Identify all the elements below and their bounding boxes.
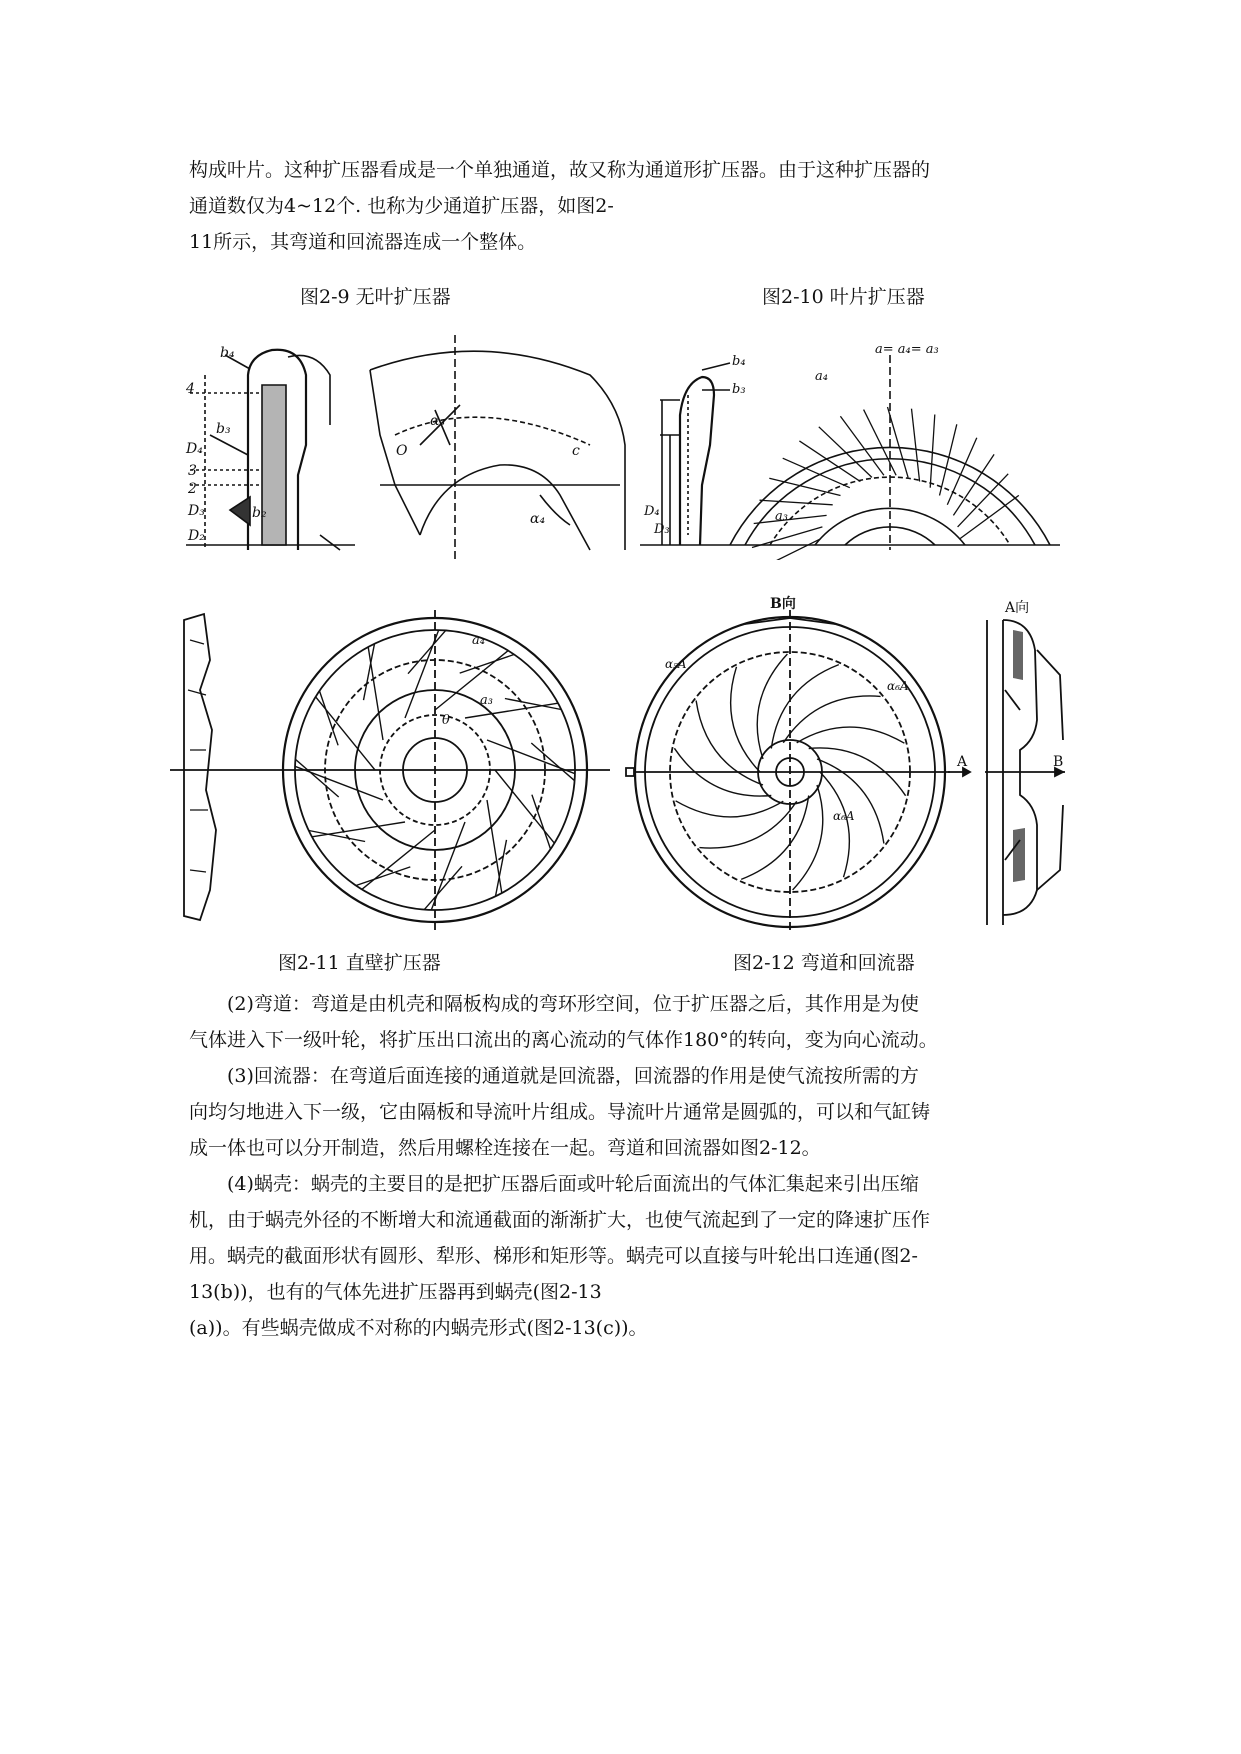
text-line: (3)回流器：在弯道后面连接的通道就是回流器，回流器的作用是使气流按所需的方: [227, 1065, 919, 1087]
text-line: 向均匀地进入下一级，它由隔板和导流叶片组成。导流叶片通常是圆弧的，可以和气缸铸: [189, 1101, 931, 1123]
diffuser-vane: [819, 427, 872, 478]
channel-wall: [368, 647, 383, 740]
paragraph-return-channel: [189, 1058, 1059, 1166]
label-a-equal: a= a₄= a₃: [875, 342, 939, 357]
channel-wall: [408, 630, 446, 673]
label-D4: D₄: [186, 441, 203, 457]
paragraph-volute: [189, 1166, 1059, 1346]
label-b3: b₃: [732, 382, 746, 397]
channel-wall: [460, 655, 514, 674]
diffuser-vane: [799, 441, 860, 482]
diffuser-vane: [760, 500, 833, 505]
label-a4: a₄: [815, 369, 828, 384]
caption-fig-2-9: 图2-9 无叶扩压器: [300, 286, 451, 308]
return-vane: [676, 801, 784, 817]
channel-wall: [531, 743, 574, 781]
label-D4: D₄: [644, 504, 660, 519]
diffuser-vane: [769, 478, 840, 495]
return-vane: [820, 772, 849, 877]
label-D3: D₃: [654, 522, 670, 537]
figure-2-11-straight-wall-diffuser: [170, 600, 610, 930]
channel-wall: [424, 866, 462, 909]
figure-2-9-vaneless-diffuser: [180, 335, 630, 560]
return-vane: [741, 796, 809, 880]
figure-2-10-vaned-diffuser: [640, 335, 1060, 560]
text-line: 11所示，其弯道和回流器连成一个整体。: [189, 231, 537, 253]
label-a3: a₃: [480, 693, 493, 708]
label-3: 3: [188, 463, 197, 479]
label-a: A: [957, 754, 968, 770]
caption-fig-2-10: 图2-10 叶片扩压器: [762, 286, 925, 308]
channel-wall: [320, 691, 339, 745]
diffuser-vane: [930, 415, 935, 488]
return-vane: [797, 727, 905, 743]
label-o: O: [396, 443, 408, 459]
caption-fig-2-12: 图2-12 弯道和回流器: [733, 952, 915, 974]
paragraph-return-bend: [189, 986, 1059, 1058]
intro-paragraph: [189, 152, 1059, 260]
label-b-direction: B向: [770, 596, 796, 612]
text-line: 用。蜗壳的截面形状有圆形、犁形、梯形和矩形等。蜗壳可以直接与叶轮出口连通(图2-: [189, 1245, 918, 1267]
channel-wall: [487, 800, 502, 893]
channel-wall: [295, 759, 338, 797]
diffuser-vane: [755, 539, 821, 560]
return-vane: [783, 696, 880, 743]
return-vane: [699, 801, 796, 848]
channel-wall: [532, 795, 551, 849]
channel-wall: [356, 867, 410, 886]
channel-wall: [312, 822, 405, 837]
label-b3: b₃: [216, 421, 231, 437]
label-a3: a₃: [775, 509, 788, 524]
label-alpha6a-bottom: α₆A: [833, 809, 855, 823]
label-4: 4: [186, 381, 195, 397]
text-line: 气体进入下一级叶轮，将扩压出口流出的离心流动的气体作180°的转向，变为向心流动。: [189, 1029, 938, 1051]
return-vane: [731, 667, 760, 772]
return-vane: [771, 665, 839, 749]
label-alpha5a: α₅A: [665, 657, 687, 671]
diffuser-vanes: [752, 407, 1019, 560]
label-a-direction: A向: [1005, 600, 1030, 616]
diffuser-vane: [912, 409, 920, 482]
figure-2-12-bend-and-return-channel: [625, 590, 1070, 930]
text-line: (2)弯道：弯道是由机壳和隔板构成的弯环形空间，位于扩压器之后，其作用是为使: [227, 993, 919, 1015]
label-D2: D₂: [188, 528, 205, 544]
label-a4: α₄: [530, 511, 546, 527]
label-b2: b₂: [252, 505, 267, 521]
label-a3: α₃: [430, 413, 446, 429]
text-line: 构成叶片。这种扩压器看成是一个单独通道，故又称为通道形扩压器。由于这种扩压器的: [189, 159, 931, 181]
diffuser-vane: [953, 454, 994, 515]
label-a4: a₄: [472, 633, 485, 648]
label-c: c: [572, 443, 580, 459]
text-line: 通道数仅为4~12个. 也称为少通道扩压器，如图2-: [189, 195, 614, 217]
text-line: (4)蜗壳：蜗壳的主要目的是把扩压器后面或叶轮后面流出的气体汇集起来引出压缩: [227, 1173, 919, 1195]
diffuser-vane: [840, 416, 884, 475]
text-line: 成一体也可以分开制造，然后用螺栓连接在一起。弯道和回流器如图2-12。: [189, 1137, 821, 1159]
text-line: 机，由于蜗壳外径的不断增大和流通截面的渐渐扩大，也使气流起到了一定的降速扩压作: [189, 1209, 931, 1231]
label-theta: θ: [442, 713, 450, 728]
label-b: B: [1053, 754, 1064, 770]
caption-fig-2-11: 图2-11 直壁扩压器: [278, 952, 441, 974]
text-line: 13(b))，也有的气体先进扩压器再到蜗壳(图2-13: [189, 1281, 602, 1303]
label-alpha6a-top: α₆A: [887, 679, 909, 693]
label-b4: b₄: [732, 354, 746, 369]
label-b4: b₄: [220, 345, 235, 361]
channel-wall: [465, 703, 558, 718]
text-line: (a))。有些蜗壳做成不对称的内蜗壳形式(图2-13(c))。: [189, 1317, 648, 1339]
label-D3: D₃: [188, 503, 205, 519]
label-2: 2: [188, 481, 197, 497]
